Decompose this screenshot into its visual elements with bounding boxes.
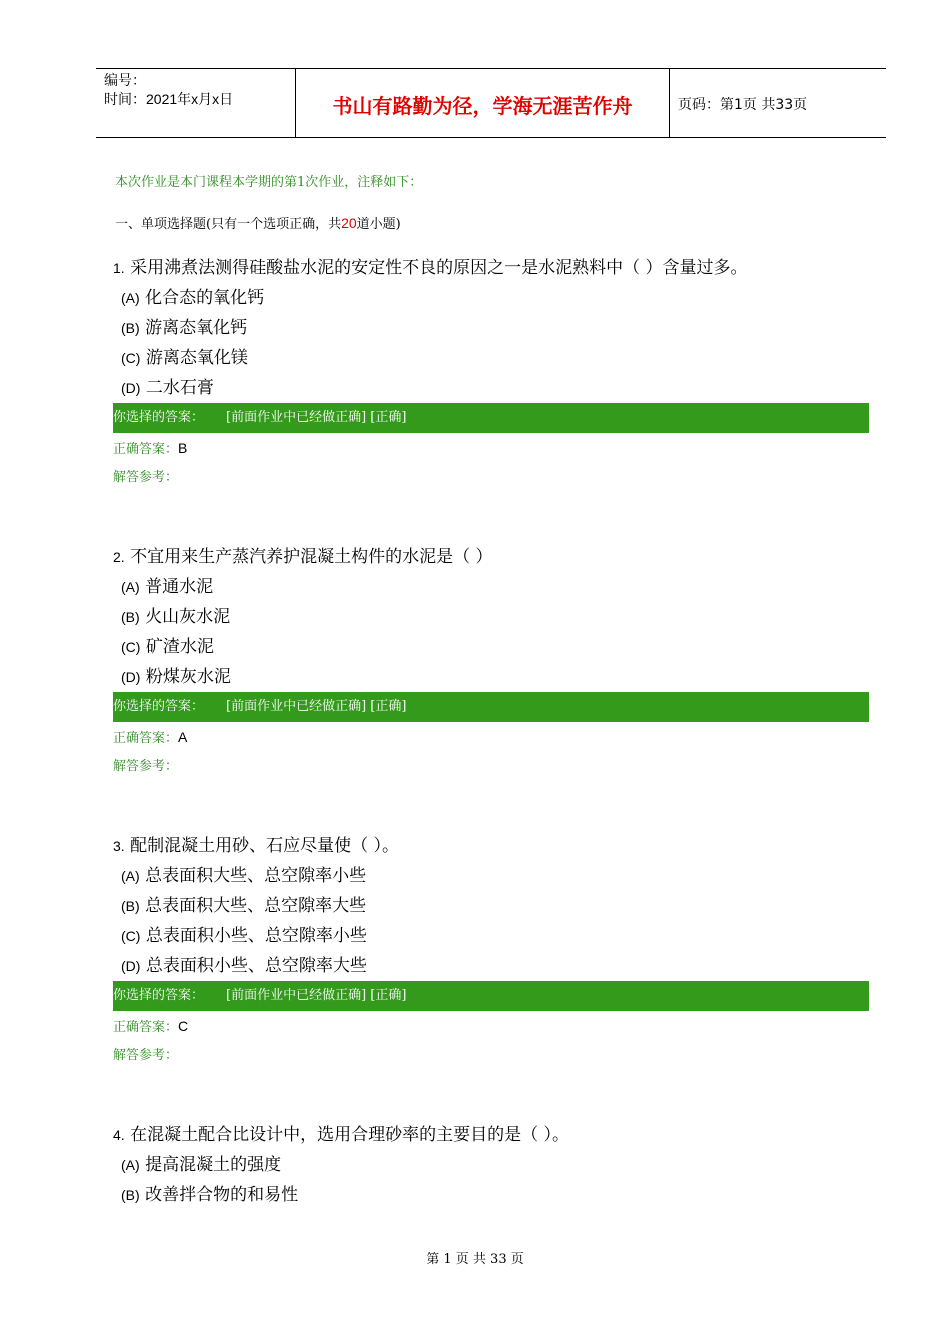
- page-footer: 第 1 页 共 33 页: [426, 1252, 524, 1267]
- correct-value: B: [178, 440, 188, 456]
- answer-bar: [113, 692, 869, 722]
- question-text: 配制混凝土用砂、石应尽量使（ ）。: [130, 836, 399, 856]
- answer-label: 你选择的答案：: [113, 410, 205, 425]
- option-letter: (B): [121, 609, 140, 625]
- answer-status: [前面作业中已经做正确] [正确]: [226, 988, 407, 1003]
- reference-label: 解答参考：: [113, 470, 179, 485]
- option-b: [113, 602, 869, 632]
- question-text: 采用沸煮法测得硅酸盐水泥的安定性不良的原因之一是水泥熟料中（ ）含量过多。: [130, 258, 748, 278]
- option-text: 粉煤灰水泥: [145, 667, 231, 687]
- option-d: [113, 373, 869, 403]
- option-b: [113, 891, 869, 921]
- answer-status: [前面作业中已经做正确] [正确]: [226, 699, 407, 714]
- option-b: [113, 313, 869, 343]
- answer-label: 你选择的答案：: [113, 699, 205, 714]
- option-letter: (A): [121, 1157, 140, 1173]
- question-1: [113, 253, 869, 493]
- correct-answer: [113, 1011, 869, 1041]
- option-text: 总表面积大些、总空隙率小些: [145, 866, 367, 886]
- reference-label: 解答参考：: [113, 759, 179, 774]
- correct-value: C: [178, 1018, 189, 1034]
- question-number: 4.: [113, 1127, 125, 1143]
- question-4: [113, 1120, 869, 1210]
- intro-text: 本次作业是本门课程本学期的第1次作业，注释如下：: [115, 175, 423, 190]
- option-a: [113, 861, 869, 891]
- option-text: 提高混凝土的强度: [145, 1155, 282, 1175]
- question-3: [113, 831, 869, 1071]
- correct-label: 正确答案：: [113, 1020, 179, 1035]
- option-text: 游离态氧化镁: [145, 348, 248, 368]
- option-letter: (C): [121, 928, 141, 944]
- option-text: 游离态氧化钙: [145, 318, 248, 338]
- answer-bar: [113, 403, 869, 433]
- correct-value: A: [178, 729, 188, 745]
- section-prefix: 一、单项选择题(只有一个选项正确，共: [115, 217, 342, 232]
- option-text: 二水石膏: [145, 378, 214, 398]
- question-number: 2.: [113, 549, 125, 565]
- option-letter: (B): [121, 320, 140, 336]
- option-letter: (D): [121, 380, 141, 396]
- answer-status: [前面作业中已经做正确] [正确]: [226, 410, 407, 425]
- option-text: 火山灰水泥: [145, 607, 231, 627]
- option-letter: (A): [121, 868, 140, 884]
- question-number: 1.: [113, 260, 125, 276]
- option-text: 普通水泥: [145, 577, 214, 597]
- question-text: 不宜用来生产蒸汽养护混凝土构件的水泥是（ ）: [130, 547, 493, 567]
- option-text: 总表面积小些、总空隙率大些: [145, 956, 367, 976]
- number-label: 编号：: [104, 72, 146, 88]
- question-title: [113, 1120, 869, 1150]
- option-a: [113, 572, 869, 602]
- option-letter: (D): [121, 669, 141, 685]
- option-c: [113, 632, 869, 662]
- header-motto: 书山有路勤为径，学海无涯苦作舟: [296, 69, 670, 137]
- header-page-label: 页码：第1页 共33页: [678, 97, 808, 113]
- option-letter: (D): [121, 958, 141, 974]
- correct-label: 正确答案：: [113, 442, 179, 457]
- option-a: [113, 283, 869, 313]
- answer-bar: [113, 981, 869, 1011]
- question-2: [113, 542, 869, 782]
- answer-label: 你选择的答案：: [113, 988, 205, 1003]
- page-header: [96, 68, 886, 138]
- question-count: 20: [341, 215, 357, 231]
- option-text: 矿渣水泥: [145, 637, 214, 657]
- option-text: 化合态的氧化钙: [145, 288, 265, 308]
- header-info: [96, 69, 296, 137]
- option-c: [113, 921, 869, 951]
- option-c: [113, 343, 869, 373]
- option-text: 总表面积小些、总空隙率小些: [145, 926, 367, 946]
- option-letter: (C): [121, 350, 141, 366]
- question-text: 在混凝土配合比设计中，选用合理砂率的主要目的是（ ）。: [130, 1125, 569, 1145]
- option-a: [113, 1150, 869, 1180]
- correct-label: 正确答案：: [113, 731, 179, 746]
- correct-answer: [113, 722, 869, 752]
- option-text: 总表面积大些、总空隙率大些: [145, 896, 367, 916]
- option-letter: (A): [121, 290, 140, 306]
- option-letter: (B): [121, 898, 140, 914]
- question-title: [113, 542, 869, 572]
- option-b: [113, 1180, 869, 1210]
- question-title: [113, 253, 869, 283]
- reference-label: 解答参考：: [113, 1048, 179, 1063]
- option-d: [113, 951, 869, 981]
- time-label: 时间：2021年x月x日: [104, 91, 234, 107]
- section-suffix: 道小题): [356, 217, 401, 232]
- option-letter: (C): [121, 639, 141, 655]
- option-text: 改善拌合物的和易性: [145, 1185, 299, 1205]
- question-title: [113, 831, 869, 861]
- option-letter: (B): [121, 1187, 140, 1203]
- option-letter: (A): [121, 579, 140, 595]
- correct-answer: [113, 433, 869, 463]
- section-heading: [115, 213, 401, 232]
- option-d: [113, 662, 869, 692]
- question-number: 3.: [113, 838, 125, 854]
